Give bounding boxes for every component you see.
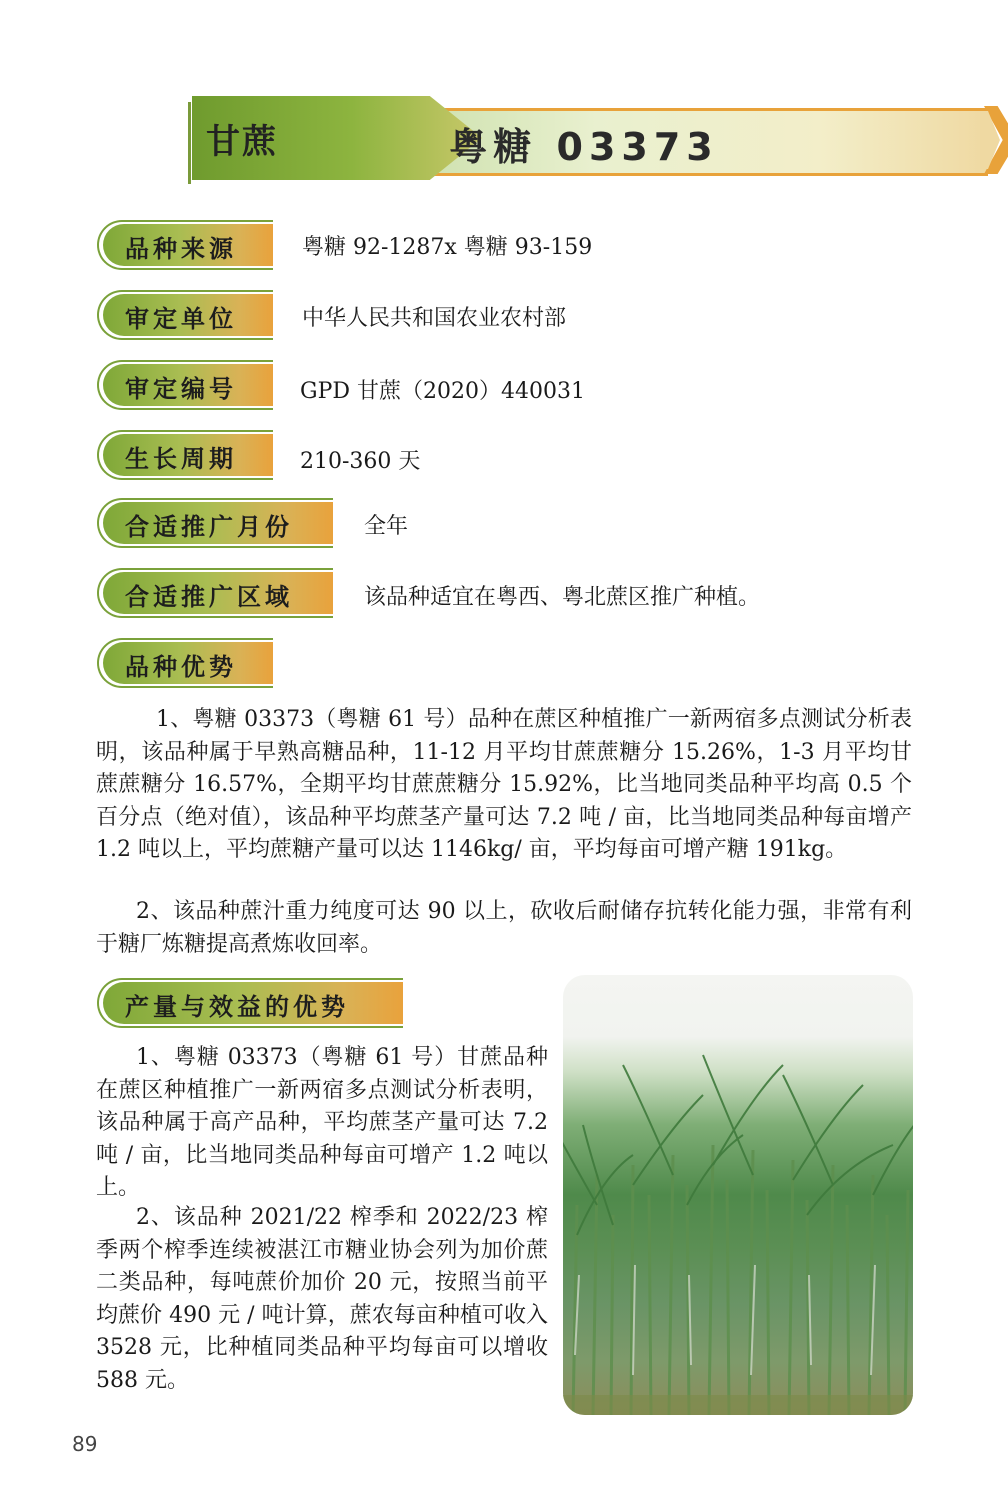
advantages-paragraph-1: 1、粤糖 03373（粤糖 61 号）品种在蔗区种植推广一新两宿多点测试分析表明，该品种属于早熟高糖品种，11-12 月平均甘蔗蔗糖分 15.26%，1-3 月平均甘蔗蔗糖分 16.57%，全期平均甘蔗蔗糖分 15.92%，比当地同类品种平均高 0.5 个百分点（绝对值），该品种平均蔗茎产量可达 7.2 吨 / 亩，比当地同类品种每亩增产 1.2 吨以上，平均蔗糖产量可以达 1146kg/ 亩，平均每亩可增产糖 191kg。 (96, 707, 912, 862)
label-yield-benefit (97, 978, 403, 1028)
sugarcane-photo (563, 975, 913, 1415)
label-promotion-area (97, 568, 333, 618)
value-approval-unit: 中华人民共和国农业农村部 (302, 306, 567, 331)
label-growth-cycle-text: 生长周期 (125, 445, 237, 473)
label-source-text: 品种来源 (125, 235, 237, 263)
advantages-paragraph-2: 2、该品种蔗汁重力纯度可达 90 以上，砍收后耐储存抗转化能力强，非常有利于糖厂炼糖提高煮炼收回率。 (96, 899, 912, 957)
value-growth-cycle: 210-360 天 (300, 449, 421, 474)
value-source: 粤糖 92-1287x 粤糖 93-159 (302, 235, 593, 260)
label-approval-number (97, 360, 273, 410)
label-promotion-month-text: 合适推广月份 (125, 513, 293, 541)
title-banner (188, 96, 838, 186)
label-approval-number-text: 审定编号 (125, 375, 237, 403)
yield-paragraph-1: 1、粤糖 03373（粤糖 61 号）甘蔗品种在蔗区种植推广一新两宿多点测试分析表明，该品种属于高产品种，平均蔗茎产量可达 7.2 吨 / 亩，比当地同类品种每亩可增产 1.2 吨以上。 (96, 1045, 548, 1200)
label-source (97, 220, 273, 270)
sugarcane-illustration (563, 975, 913, 1415)
page-number: 89 (72, 1432, 98, 1456)
label-promotion-month (97, 498, 333, 548)
label-approval-unit (97, 290, 273, 340)
label-advantages-text: 品种优势 (125, 653, 237, 681)
label-advantages (97, 638, 273, 688)
label-growth-cycle (97, 430, 273, 480)
yield-paragraph-2: 2、该品种 2021/22 榨季和 2022/23 榨季两个榨季连续被湛江市糖业协会列为加价蔗二类品种，每吨蔗价加价 20 元，按照当前平均蔗价 490 元 / 吨计算，蔗农每亩种植可收入 3528 元，比种植同类品种平均每亩可以增收 588 元。 (96, 1205, 548, 1393)
value-promotion-area: 该品种适宜在粤西、粤北蔗区推广种植。 (364, 585, 761, 610)
label-yield-benefit-text: 产量与效益的优势 (125, 993, 349, 1021)
banner-edge (188, 102, 191, 184)
value-promotion-month: 全年 (364, 514, 409, 539)
label-approval-unit-text: 审定单位 (125, 305, 237, 333)
value-approval-number: GPD 甘蔗（2020）440031 (300, 379, 585, 404)
label-promotion-area-text: 合适推广区域 (125, 583, 293, 611)
variety-title: 粤糖 03373 (449, 125, 719, 169)
crop-title: 甘蔗 (206, 122, 278, 162)
